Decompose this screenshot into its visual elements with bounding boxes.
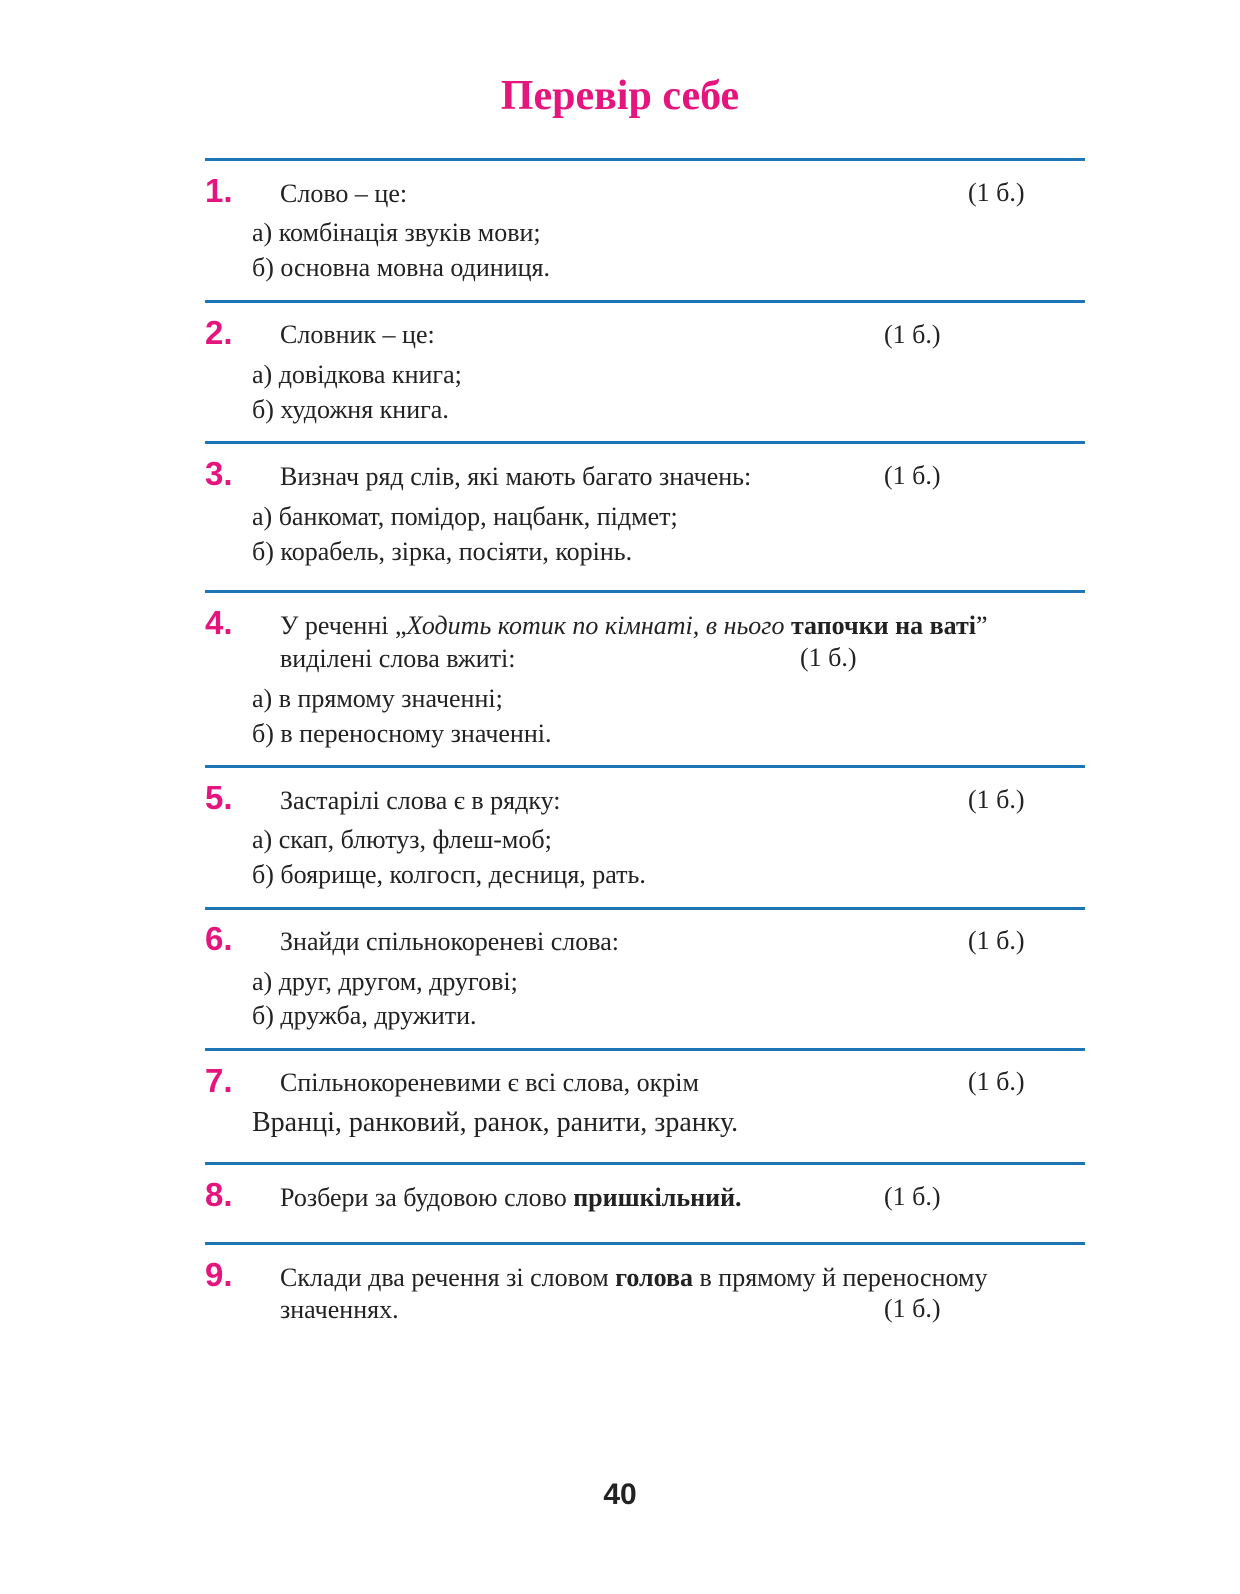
question-number: 3.: [205, 455, 233, 492]
question-text: Визнач ряд слів, які мають багато значень:: [280, 462, 752, 491]
question-points: (1 б.): [800, 643, 857, 672]
question-text: Спільнокореневими є всі слова, окрім: [280, 1068, 699, 1097]
question-points: (1 б.): [884, 1294, 941, 1323]
section-divider: [205, 441, 1085, 444]
answer-option: б) в переносному значенні.: [252, 719, 552, 748]
question-text: Застарілі слова є в рядку:: [280, 786, 561, 815]
question-number: 9.: [205, 1256, 233, 1293]
question-text-continued: виділені слова вжиті:: [280, 644, 516, 673]
answer-option: а) банкомат, помідор, нацбанк, підмет;: [252, 502, 678, 531]
question-points: (1 б.): [968, 926, 1025, 955]
page-number: 40: [603, 1478, 637, 1511]
section-divider: [205, 907, 1085, 910]
answer-option: а) в прямому значенні;: [252, 684, 503, 713]
section-divider: [205, 765, 1085, 768]
question-text: Розбери за будовою слово пришкільний.: [280, 1183, 742, 1212]
question-points: (1 б.): [968, 785, 1025, 814]
question-points: (1 б.): [968, 178, 1025, 207]
section-divider: [205, 590, 1085, 593]
answer-option: б) основна мовна одиниця.: [252, 253, 550, 282]
question-number: 4.: [205, 604, 233, 641]
answer-option: б) корабель, зірка, посіяти, корінь.: [252, 537, 633, 566]
question-points: (1 б.): [884, 1182, 941, 1211]
question-text-continued: значеннях.: [280, 1295, 399, 1324]
question-number: 1.: [205, 172, 233, 209]
question-points: (1 б.): [968, 1067, 1025, 1096]
answer-option: б) дружба, дружити.: [252, 1001, 477, 1030]
question-points: (1 б.): [884, 320, 941, 349]
answer-option: а) довідкова книга;: [252, 360, 462, 389]
question-text: Склади два речення зі словом голова в прямому й переносному: [280, 1263, 988, 1292]
answer-option: а) друг, другом, другові;: [252, 967, 518, 996]
answer-option: а) комбінація звуків мови;: [252, 218, 541, 247]
question-number: 6.: [205, 920, 233, 957]
question-number: 2.: [205, 314, 233, 351]
question-text: Знайди спільнокореневі слова:: [280, 927, 619, 956]
section-divider: [205, 1048, 1085, 1051]
question-number: 8.: [205, 1176, 233, 1213]
answer-option: а) скап, блютуз, флеш-моб;: [252, 825, 552, 854]
question-number: 5.: [205, 779, 233, 816]
question-text: Слово – це:: [280, 179, 408, 208]
word-list: Вранці, ранковий, ранок, ранити, зранку.: [252, 1107, 739, 1138]
section-divider: [205, 1242, 1085, 1245]
question-number: 7.: [205, 1062, 233, 1099]
question-points: (1 б.): [884, 461, 941, 490]
question-text: Словник – це:: [280, 320, 435, 349]
section-divider: [205, 300, 1085, 303]
answer-option: б) боярище, колгосп, десниця, рать.: [252, 860, 646, 889]
section-divider: [205, 158, 1085, 161]
page-title: Перевір себе: [500, 73, 740, 119]
answer-option: б) художня книга.: [252, 395, 449, 424]
question-text: У реченні „Ходить котик по кімнаті, в нього тапочки на ваті”: [280, 611, 988, 640]
section-divider: [205, 1162, 1085, 1165]
